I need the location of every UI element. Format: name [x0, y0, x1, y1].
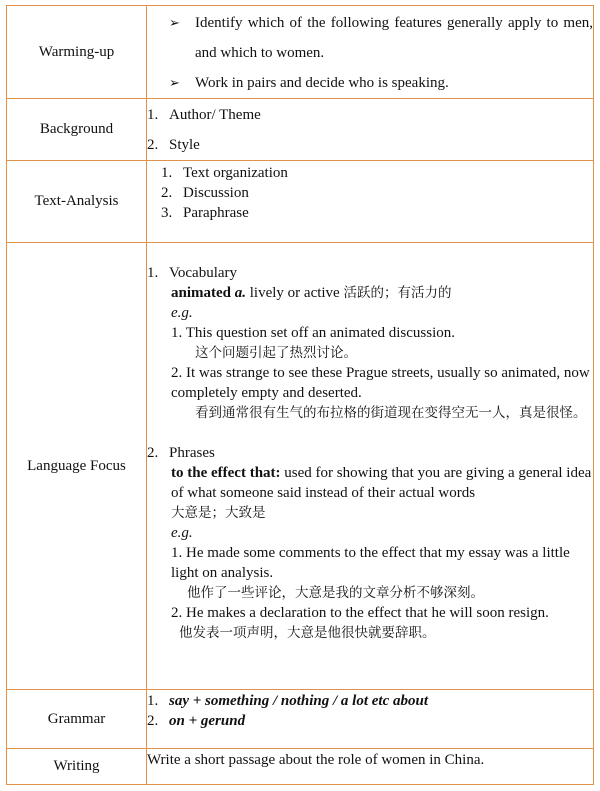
writing-task: Write a short passage about the role of women in China. [147, 752, 485, 768]
heading-text: Vocabulary [169, 265, 238, 281]
row-content [147, 243, 594, 690]
example-translation: 这个问题引起了热烈讨论。 [195, 345, 357, 361]
row-warming-up [7, 6, 594, 99]
row-text-analysis [7, 161, 594, 243]
example-sentence: 1. This question set off an animated discussion. [171, 325, 455, 341]
row-writing [7, 749, 594, 785]
phrase-entry [147, 463, 593, 503]
item-number: 1. [161, 165, 173, 181]
example-translation: 他作了一些评论，大意是我的文章分析不够深刻。 [187, 585, 484, 601]
section-heading [147, 263, 593, 283]
zh-definition: 活跃的；有活力的 [343, 285, 452, 301]
example-translation: 看到通常很有生气的布拉格的街道现在变得空无一人，真是很怪。 [195, 405, 587, 421]
row-language-focus [7, 243, 594, 690]
row-label: Grammar [7, 690, 147, 749]
example-sentence: 2. He makes a declaration to the effect that he will soon resign. [171, 605, 549, 621]
part-of-speech: a. [234, 285, 246, 301]
item-number: 2. [147, 713, 159, 729]
list-item [147, 691, 593, 711]
row-background [7, 99, 594, 161]
row-label: Text-Analysis [7, 161, 147, 243]
row-content [147, 690, 594, 749]
example-sentence: 2. It was strange to see these Prague streets, usually so animated, now completely empty and deserted. [171, 365, 590, 401]
list-item-text: Style [169, 137, 200, 153]
phrases-section [147, 443, 593, 643]
vocabulary-section [147, 263, 593, 423]
row-content [147, 99, 594, 161]
row-content [147, 161, 594, 243]
row-label: Language Focus [7, 243, 147, 690]
list-item-text: Paraphrase [183, 205, 249, 221]
arrow-bullet-icon: ➢ [169, 15, 180, 30]
list-item [147, 8, 593, 68]
list-item [147, 130, 593, 160]
list-item-text: on + gerund [169, 713, 246, 729]
item-number: 1. [147, 693, 159, 709]
item-number: 2. [147, 137, 159, 153]
term: animated [171, 285, 231, 301]
list-item-text: Discussion [183, 185, 249, 201]
term: to the effect that: [171, 465, 281, 481]
row-label: Background [7, 99, 147, 161]
list-item [161, 203, 593, 223]
list-item-text: Text organization [183, 165, 288, 181]
row-label: Writing [7, 749, 147, 785]
list-item [147, 100, 593, 130]
row-label: Warming-up [7, 6, 147, 99]
list-item-text: Identify which of the following features generally apply to men, and which to women. [195, 15, 593, 61]
item-number: 2. [161, 185, 173, 201]
heading-text: Phrases [169, 445, 215, 461]
arrow-bullet-icon: ➢ [169, 75, 180, 90]
list-item [147, 68, 593, 98]
eg-label: e.g. [171, 525, 193, 541]
list-item [161, 163, 593, 183]
list-item [161, 183, 593, 203]
item-number: 2. [147, 445, 159, 461]
item-number: 3. [161, 205, 173, 221]
definition: lively or active [249, 285, 340, 301]
row-content [147, 6, 594, 99]
row-content [147, 749, 594, 785]
lesson-plan-table [6, 5, 594, 785]
section-heading [147, 443, 593, 463]
list-item-text: say + something / nothing / a lot etc about [169, 693, 428, 709]
item-number: 1. [147, 265, 159, 281]
example-sentence: 1. He made some comments to the effect that my essay was a little light on analysis. [171, 545, 570, 581]
example-translation: 他发表一项声明，大意是他很快就要辞职。 [179, 625, 436, 641]
zh-definition: 大意是；大致是 [171, 505, 266, 521]
list-item [147, 711, 593, 731]
list-item-text: Work in pairs and decide who is speaking. [195, 75, 449, 91]
list-item-text: Author/ Theme [169, 107, 261, 123]
vocab-entry [147, 283, 593, 303]
row-grammar [7, 690, 594, 749]
definition: used for showing that you are giving a general idea of what someone said instead of their actual words [171, 465, 592, 501]
item-number: 1. [147, 107, 159, 123]
eg-label: e.g. [171, 305, 193, 321]
